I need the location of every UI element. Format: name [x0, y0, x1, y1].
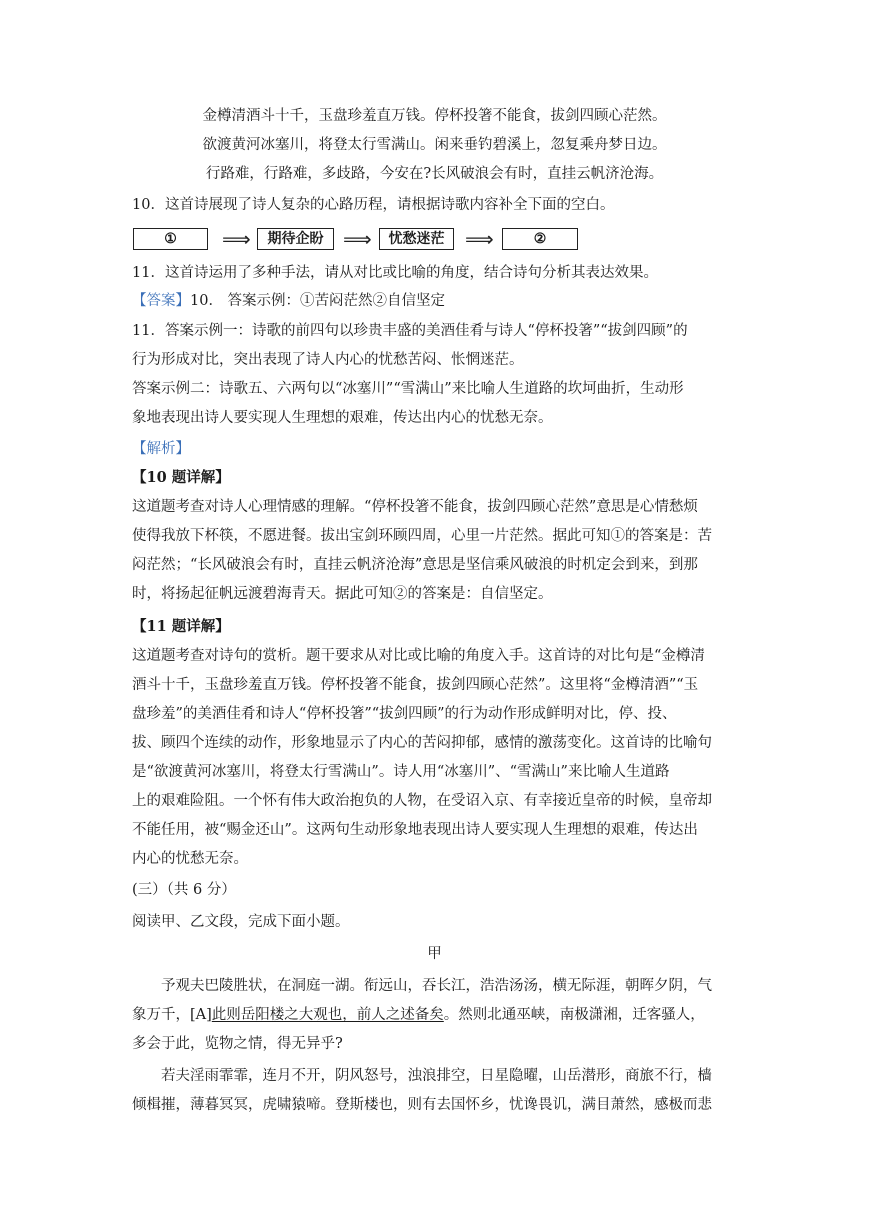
answer-11-line-2: 行为形成对比，突出表现了诗人内心的忧愁苦闷、怅惘迷茫。 — [132, 352, 524, 368]
analysis-11-line-8: 内心的忧愁无奈。 — [132, 851, 248, 867]
flow-box-4: ② — [502, 228, 578, 250]
answer-label: 【答案】 — [132, 293, 190, 309]
analysis-10-line-2: 使得我放下杯筷，不愿进餐。拔出宝剑环顾四周，心里一片茫然。据此可知①的答案是：苦 — [132, 528, 712, 544]
flow-box-2: 期待企盼 — [257, 228, 334, 250]
analysis-11-line-2: 酒斗十千，玉盘珍羞直万钱。停杯投箸不能食，拔剑四顾心茫然”。这里将“金樽清酒”“玉 — [132, 677, 699, 693]
section-3-instruction: 阅读甲、乙文段，完成下面小题。 — [132, 914, 350, 930]
analysis-11-heading: 【11 题详解】 — [132, 618, 230, 635]
answer-10: 10． 答案示例：①苦闷茫然②自信坚定 — [190, 293, 446, 309]
section-3-heading: (三）（共 6 分） — [132, 882, 236, 898]
passage-1-line-2-end: 。然则北通巫峡，南极潇湘，迁客骚人， — [443, 1007, 705, 1023]
flow-box-3: 忧愁迷茫 — [379, 228, 454, 250]
passage-2-line-1: 若夫淫雨霏霏，连月不开，阴风怒号，浊浪排空，日星隐曜，山岳潜形，商旅不行，樯 — [161, 1068, 712, 1084]
analysis-11-line-6: 上的艰难险阻。一个怀有伟大政治抱负的人物，在受诏入京、有幸接近皇帝的时候，皇帝却 — [132, 793, 712, 809]
poem-line-2: 欲渡黄河冰塞川，将登太行雪满山。闲来垂钓碧溪上，忽复乘舟梦日边。 — [202, 137, 667, 153]
flow-arrow-2: ⟹ — [343, 227, 372, 251]
passage-1-line-2-start: 象万千，[A] — [132, 1007, 212, 1023]
analysis-11-line-3: 盘珍羞”的美酒佳肴和诗人“停杯投箸”“拔剑四顾”的行为动作形成鲜明对比，停、投、 — [132, 706, 677, 722]
analysis-11-line-7: 不能任用，被“赐金还山”。这两句生动形象地表现出诗人要实现人生理想的艰难，传达出 — [132, 822, 698, 838]
answer-10-line — [132, 291, 445, 311]
underlined-sentence-a: 此则岳阳楼之大观也，前人之述备矣 — [211, 1007, 444, 1023]
passage-1-line-1: 予观夫巴陵胜状，在洞庭一湖。衔远山，吞长江，浩浩汤汤，横无际涯，朝晖夕阴，气 — [161, 978, 712, 994]
passage-title: 甲 — [427, 946, 442, 962]
flow-arrow-1: ⟹ — [222, 227, 251, 251]
answer-11-line-1: 11．答案示例一：诗歌的前四句以珍贵丰盛的美酒佳肴与诗人“停杯投箸”“拔剑四顾”的 — [132, 323, 688, 339]
analysis-11-line-1: 这道题考查对诗句的赏析。题干要求从对比或比喻的角度入手。这首诗的对比句是“金樽清 — [132, 648, 705, 664]
analysis-10-line-3: 闷茫然；“长风破浪会有时，直挂云帆济沧海”意思是坚信乘风破浪的时机定会到来，到那 — [132, 557, 698, 573]
poem-line-3: 行路难，行路难，多歧路，今安在?长风破浪会有时，直挂云帆济沧海。 — [205, 166, 664, 182]
passage-1-line-3: 多会于此，览物之情，得无异乎? — [132, 1036, 343, 1052]
question-11: 11．这首诗运用了多种手法，请从对比或比喻的角度，结合诗句分析其表达效果。 — [132, 265, 658, 281]
flow-box-1: ① — [133, 228, 208, 250]
analysis-10-line-1: 这道题考查对诗人心理情感的理解。“停杯投箸不能食，拔剑四顾心茫然”意思是心情愁烦 — [132, 499, 698, 515]
answer-11-line-4: 象地表现出诗人要实现人生理想的艰难，传达出内心的忧愁无奈。 — [132, 410, 553, 426]
passage-1-line-2 — [132, 1005, 705, 1025]
flow-arrow-3: ⟹ — [465, 227, 494, 251]
analysis-11-line-5: 是“欲渡黄河冰塞川，将登太行雪满山”。诗人用“冰塞川”、“雪满山”来比喻人生道路 — [132, 764, 670, 780]
analysis-label: 【解析】 — [132, 441, 190, 457]
analysis-10-heading: 【10 题详解】 — [132, 469, 230, 486]
analysis-11-line-4: 拔、顾四个连续的动作，形象地显示了内心的苦闷抑郁，感情的激荡变化。这首诗的比喻句 — [132, 735, 712, 751]
answer-11-line-3: 答案示例二：诗歌五、六两句以“冰塞川”“雪满山”来比喻人生道路的坎坷曲折，生动形 — [132, 381, 684, 397]
poem-line-1: 金樽清酒斗十千，玉盘珍羞直万钱。停杯投箸不能食，拔剑四顾心茫然。 — [202, 108, 667, 124]
analysis-10-line-4: 时，将扬起征帆远渡碧海青天。据此可知②的答案是：自信坚定。 — [132, 586, 553, 602]
passage-2-line-2: 倾楫摧，薄暮冥冥，虎啸猿啼。登斯楼也，则有去国怀乡，忧谗畏讥，满目萧然，感极而悲 — [132, 1097, 712, 1113]
question-10: 10．这首诗展现了诗人复杂的心路历程，请根据诗歌内容补全下面的空白。 — [132, 197, 615, 213]
